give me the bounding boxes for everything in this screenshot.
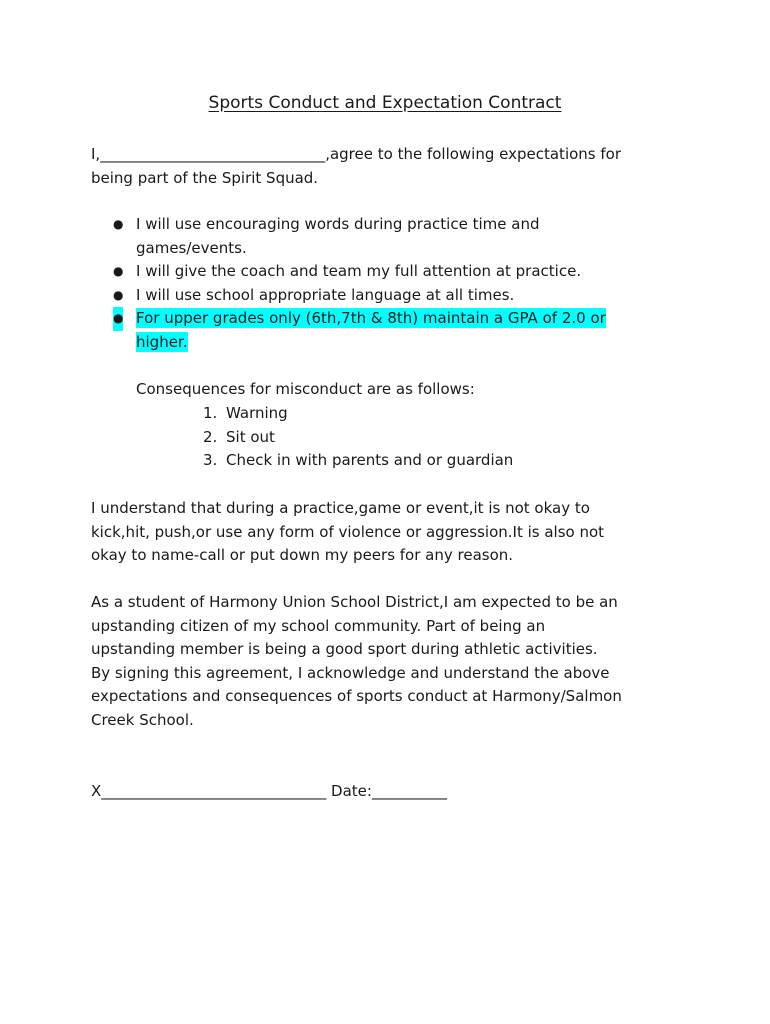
list-item-text: Warning — [226, 404, 288, 422]
bullet-icon: ● — [113, 307, 123, 331]
intro-line: being part of the Spirit Squad. — [91, 168, 319, 187]
paragraph-line: As a student of Harmony Union School District,I am expected to be an — [91, 593, 618, 611]
list-number: 1. — [203, 404, 218, 422]
paragraph-line: okay to name-call or put down my peers for any reason. — [91, 546, 514, 564]
consequences-heading: Consequences for misconduct are as follows: — [136, 380, 475, 398]
list-item — [113, 284, 673, 308]
paragraph-line: I understand that during a practice,game or event,it is not okay to — [91, 499, 590, 517]
list-item — [113, 213, 673, 260]
intro-paragraph — [91, 143, 691, 190]
list-number: 2. — [203, 427, 218, 446]
paragraph-line: upstanding citizen of my school community. Part of being an — [91, 616, 546, 635]
list-item — [203, 449, 513, 473]
list-item-text: I will use school appropriate language at all times. — [136, 285, 515, 304]
highlighted-text: For upper grades only (6th,7th & 8th) maintain a GPA of 2.0 or — [136, 309, 606, 327]
paragraph-line: Creek School. — [91, 710, 194, 729]
signature-date-line: X______________________________ Date:__________ — [91, 782, 447, 800]
intro-line: I,______________________________,agree to the following expectations for — [91, 145, 622, 163]
paragraph-line: expectations and consequences of sports conduct at Harmony/Salmon — [91, 687, 622, 705]
expectations-list — [113, 213, 673, 354]
list-item — [113, 260, 673, 284]
consequences-list — [203, 402, 513, 473]
list-number: 3. — [203, 451, 218, 469]
conduct-paragraph — [91, 497, 691, 568]
highlighted-text: higher. — [136, 332, 188, 351]
list-item-text: Sit out — [226, 427, 275, 446]
bullet-icon: ● — [113, 287, 124, 302]
list-item-highlighted — [113, 307, 673, 354]
list-item-text: games/events. — [136, 238, 247, 257]
list-item — [203, 402, 513, 426]
list-item-text: Check in with parents and or guardian — [226, 451, 514, 469]
list-item-text: I will use encouraging words during practice time and — [136, 215, 540, 233]
agreement-paragraph — [91, 591, 691, 732]
paragraph-line: upstanding member is being a good sport during athletic activities. — [91, 640, 598, 658]
bullet-icon: ● — [113, 264, 124, 278]
paragraph-line: kick,hit, push,or use any form of violence or aggression.It is also not — [91, 522, 605, 541]
paragraph-line: By signing this agreement, I acknowledge and understand the above — [91, 663, 610, 682]
list-item-text: I will give the coach and team my full attention at practice. — [136, 262, 582, 280]
document-title: Sports Conduct and Expectation Contract — [208, 93, 562, 113]
bullet-icon: ● — [113, 217, 124, 231]
list-item — [203, 426, 513, 450]
